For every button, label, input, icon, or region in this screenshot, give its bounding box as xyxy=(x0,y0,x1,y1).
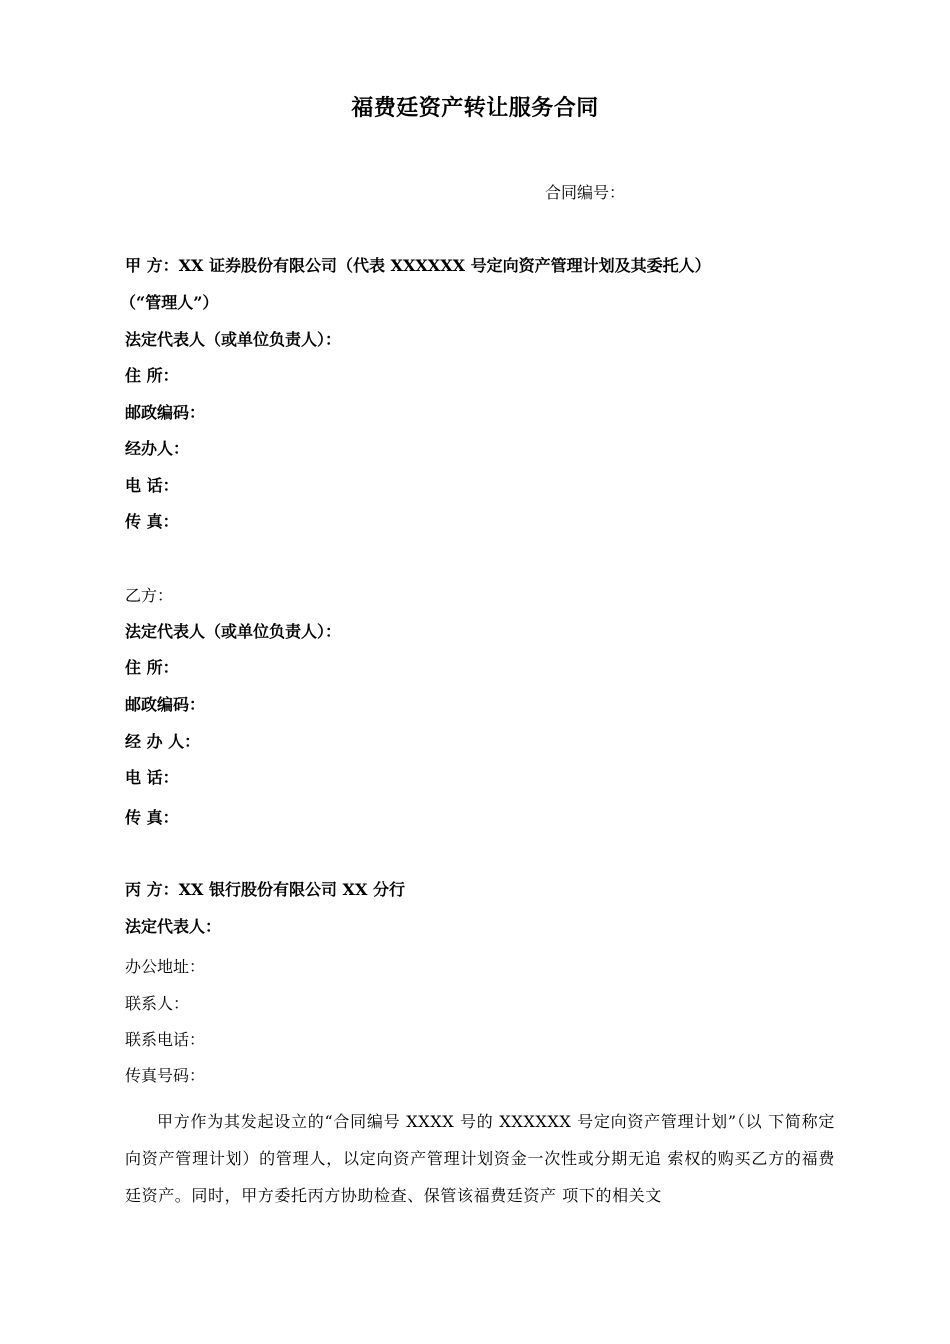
document-title: 福费廷资产转让服务合同 xyxy=(351,95,599,121)
party-c-contact: 联系人： xyxy=(125,994,190,1013)
preamble-paragraph: 甲方作为其发起设立的“合同编号 XXXX 号的 XXXXXX 号定向资产管理计划”（以 下简称定向资产管理计划）的管理人，以定向资产管理计划资金一次性或分期无追 索权的购买乙方的福费廷资产。同时，甲方委托丙方协助检查、保管该福费廷资产 项下的相关文 xyxy=(125,1112,835,1205)
party-b-name: 乙方： xyxy=(125,586,174,605)
party-c-office-address: 办公地址： xyxy=(125,957,206,976)
party-a-name: 甲 方：XX 证券股份有限公司（代表 XXXXXX 号定向资产管理计划及其委托人） xyxy=(125,256,711,275)
party-b-phone: 电 话： xyxy=(125,768,179,787)
party-a-fax: 传 真： xyxy=(125,512,179,531)
party-c-name: 丙 方：XX 银行股份有限公司 XX 分行 xyxy=(125,880,405,899)
party-a-postcode: 邮政编码： xyxy=(125,403,206,422)
party-b-legal-rep: 法定代表人（或单位负责人）： xyxy=(125,622,342,641)
party-b-postcode: 邮政编码： xyxy=(125,695,206,714)
party-b-handler: 经 办 人： xyxy=(125,732,201,751)
party-a-phone: 电 话： xyxy=(125,476,179,495)
party-a-handler: 经办人： xyxy=(125,439,190,458)
party-c-fax-number: 传真号码： xyxy=(125,1066,206,1085)
party-c-legal-rep: 法定代表人： xyxy=(125,917,222,936)
party-b-address: 住 所： xyxy=(125,658,179,677)
party-a-address: 住 所： xyxy=(125,366,179,385)
party-c-contact-phone: 联系电话： xyxy=(125,1030,206,1049)
party-a-alias: （“管理人”） xyxy=(120,293,219,312)
party-b-fax: 传 真： xyxy=(125,808,179,827)
contract-number-label: 合同编号： xyxy=(545,183,626,202)
party-a-legal-rep: 法定代表人（或单位负责人）： xyxy=(125,330,342,349)
